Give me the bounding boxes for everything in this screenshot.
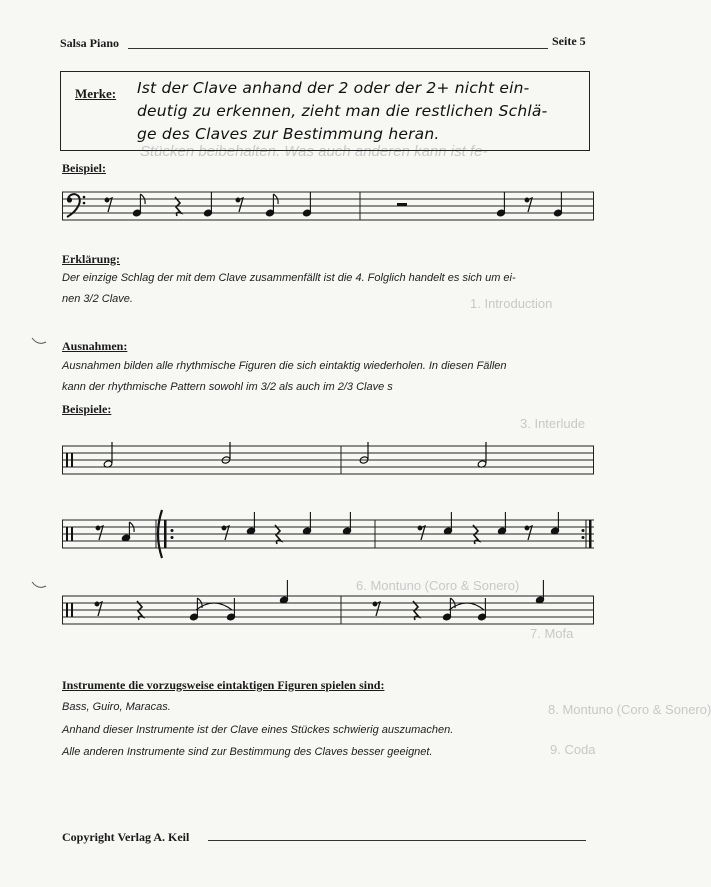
merke-box (60, 71, 590, 151)
bass-clef-staff (62, 186, 594, 226)
merke-text (137, 77, 577, 146)
quarter-note-icon (203, 192, 212, 217)
quarter-note-icon (279, 580, 288, 604)
eighth-note-icon (121, 522, 134, 542)
percussion-staff-3 (62, 590, 594, 636)
eighth-rest-icon (105, 198, 112, 212)
erklaerung-line: nen 3/2 Clave. (62, 293, 133, 305)
quarter-note-icon (553, 192, 562, 217)
quarter-note-icon (497, 512, 506, 535)
instrumente-line: Anhand dieser Instrumente ist der Clave eines Stückes schwierig auszumachen. (62, 723, 454, 736)
instrumente-line: Alle anderen Instrumente sind zur Bestimmung des Claves besser geeignet. (62, 746, 433, 758)
instrumente-text (62, 696, 602, 764)
merke-line: deutig zu erkennen, zieht man die restlichen Schlä- (137, 102, 548, 120)
quarter-note-icon (443, 512, 452, 535)
instrumente-title: Instrumente die vorzugsweise eintaktigen Figuren spielen sind: (62, 678, 385, 692)
quarter-note-icon (477, 598, 486, 621)
eighth-rest-icon (418, 526, 425, 540)
quarter-note-icon (550, 512, 559, 535)
quarter-note-icon (302, 512, 311, 535)
header-title: Salsa Piano (60, 36, 120, 50)
erklaerung-title: Erklärung: (62, 252, 121, 266)
header-rule (128, 48, 548, 49)
eighth-rest-icon (525, 198, 532, 212)
beispiele-title: Beispiele: (62, 402, 112, 416)
quarter-note-icon (535, 580, 544, 604)
ausnahmen-line: kann der rhythmische Pattern sowohl im 3/2 als auch im 2/3 Clave s (62, 381, 393, 393)
punch-mark-icon (30, 334, 50, 348)
tie-icon (449, 603, 484, 610)
erklaerung-text (62, 268, 602, 310)
percussion-staff-1 (62, 440, 594, 480)
quarter-note-icon (342, 512, 351, 535)
eighth-rest-icon (525, 526, 532, 540)
eighth-rest-icon (96, 526, 103, 540)
footer-rule (208, 840, 586, 841)
instrumente-line: Bass, Guiro, Maracas. (62, 701, 171, 713)
bleed-through-heading: 8. Montuno (Coro & Sonero) (548, 702, 711, 717)
quarter-note-icon (246, 512, 255, 535)
bleed-through-heading: 7. Mofa (530, 626, 574, 641)
bleed-through-heading: 3. Interlude (520, 416, 586, 431)
percussion-staff-2 (62, 508, 594, 560)
eighth-rest-icon (373, 602, 380, 616)
beispiel-title: Beispiel: (62, 161, 106, 175)
ausnahmen-title: Ausnahmen: (62, 339, 128, 353)
half-rest-icon (397, 203, 407, 206)
quarter-note-icon (496, 192, 505, 217)
eighth-rest-icon (236, 198, 243, 212)
merke-line: Ist der Clave anhand der 2 oder der 2+ nicht ein- (137, 79, 530, 97)
bleed-through-line: Stücken beibehalten. Was auch anderen kann ist fe- (140, 143, 488, 160)
bleed-through-heading: 9. Coda (550, 742, 596, 757)
eighth-rest-icon (95, 602, 102, 616)
ausnahmen-text (62, 356, 602, 398)
ausnahmen-line: Ausnahmen bilden alle rhythmische Figuren die sich eintaktig wiederholen. In diesen Fällen (62, 360, 507, 372)
eighth-rest-icon (222, 526, 229, 540)
merke-line: ge des Claves zur Bestimmung heran. (137, 125, 440, 143)
bleed-through-heading: 6. Montuno (Coro & Sonero) (356, 578, 520, 593)
erklaerung-line: Der einzige Schlag der mit dem Clave zusammenfällt ist die 4. Folglich handelt es sich um ei- (62, 272, 516, 284)
page-number: Seite 5 (552, 34, 586, 48)
punch-mark-icon (30, 578, 50, 592)
copyright: Copyright Verlag A. Keil (62, 830, 190, 844)
quarter-note-icon (302, 192, 311, 217)
bleed-through-heading: 1. Introduction (470, 296, 553, 311)
merke-label: Merke: (75, 86, 117, 101)
